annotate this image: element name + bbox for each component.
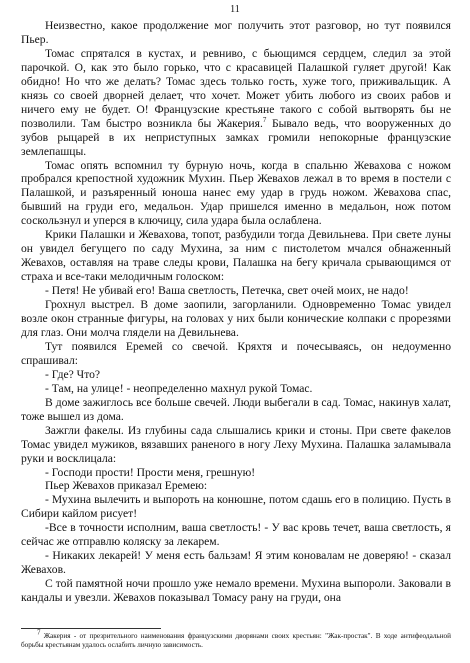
footnote-mark: 7	[37, 628, 41, 637]
paragraph-6: Грохнул выстрел. В доме заопили, загорланили. Одновременно Томас увидел возле окон странные фигуры, на головах у них были конические колпаки с прорезями для глаз. Они молча глядели на Девильнева.	[21, 298, 451, 339]
body-text	[21, 19, 451, 605]
paragraph-12: - Господи прости! Прости меня, грешную!	[45, 465, 256, 479]
paragraph-16: - Никаких лекарей! У меня есть бальзам! Я этим коновалам не доверяю! - сказал Жевахов.	[21, 549, 451, 577]
paragraph-10: В доме зажиглось все больше свечей. Люди выбегали в сад. Томас, накинув халат, тоже вышел из дома.	[21, 395, 451, 423]
footnote-divider	[21, 628, 161, 629]
paragraph-15: -Все в точности исполним, ваша светлость! - У вас кровь течет, ваша светлость, я сейчас же отправлю коляску за лекарем.	[21, 521, 451, 549]
paragraph-5: - Петя! Не убивай его! Ваша светлость, Петечка, свет очей моих, не надо!	[45, 284, 409, 298]
footnote-text: Жакерия - от презрительного наименования французскими дворянами своих крестьян: "Жак-простак". В ходе антифеодальной борьбы крестьянам удалось ослабить личную зависимость.	[21, 632, 451, 649]
paragraph-2	[21, 47, 451, 159]
paragraph-17: С той памятной ночи прошло уже немало времени. Мухина выпороли. Заковали в кандалы и увезли. Жевахов показывал Томасу рану на груди, она	[21, 577, 451, 605]
paragraph-9: - Там, на улице! - неопределенно махнул рукой Томас.	[45, 381, 313, 395]
paragraph-2-text: Томас спрятался в кустах, и ревниво, с бьющимся сердцем, следил за этой парочкой. О, как это было горько, что с красавицей Палашкой гуляет другой! Как обидно! Но что же делать? Томас здесь только гость, хуже того, приживальщик. А князь со своей дворней делает, что хочет. Может убить любого из своих рабов и ничего ему не будет. О! Французские крестьяне такого с собой вытворять бы не позволили. Там быстро возникла бы Жакерия.	[21, 46, 451, 130]
paragraph-4: Крики Палашки и Жевахова, топот, разбудили тогда Девильнева. При свете луны он увидел бегущего по саду Мухина, за ним с пистолетом мчался обнаженный Жевахов, оставляя на траве следы крови, Палашка на бегу кричала срывающимся от страха и все-таки мелодичным голоском:	[21, 228, 451, 284]
paragraph-7: Тут появился Еремей со свечой. Кряхтя и почесываясь, он недоуменно спрашивал:	[21, 339, 451, 367]
paragraph-2-text-continued: Бывало ведь, что вооруженных до зубов рыцарей в их неприступных замках громили непокорные французские землепашцы.	[21, 116, 451, 158]
footnote-paragraph	[21, 628, 451, 650]
paragraph-3: Томас опять вспомнил ту бурную ночь, когда в спальню Жевахова с ножом пробрался крепостной художник Мухин. Пьер Жевахов лежал в то время в постели с Палашкой, и разъяренный юноша нанес ему удар в грудь ножом. Жевахова спас, бывший на груди его, медальон. Удар пришелся именно в медальон, нож потом соскользнул и уперся в ключицу, сила удара была ослаблена.	[21, 158, 451, 228]
paragraph-14: - Мухина вылечить и выпороть на конюшне, потом сдашь его в полицию. Пусть в Сибири кайлом рисует!	[21, 493, 451, 521]
paragraph-8: - Где? Что?	[45, 367, 101, 381]
paragraph-13: Пьер Жевахов приказал Еремею:	[45, 479, 208, 493]
footnote	[21, 628, 451, 650]
page-number: 11	[230, 4, 240, 15]
paragraph-1: Неизвестно, какое продолжение мог получить этот разговор, но тут появился Пьер.	[21, 19, 451, 46]
footnote-reference: 7	[262, 115, 267, 124]
paragraph-11: Зажгли факелы. Из глубины сада слышались крики и стоны. При свете факелов Томас увидел мужиков, вязавших раненого в ногу Леху Мухина. Палашка заламывала руки и восклицала:	[21, 423, 451, 465]
